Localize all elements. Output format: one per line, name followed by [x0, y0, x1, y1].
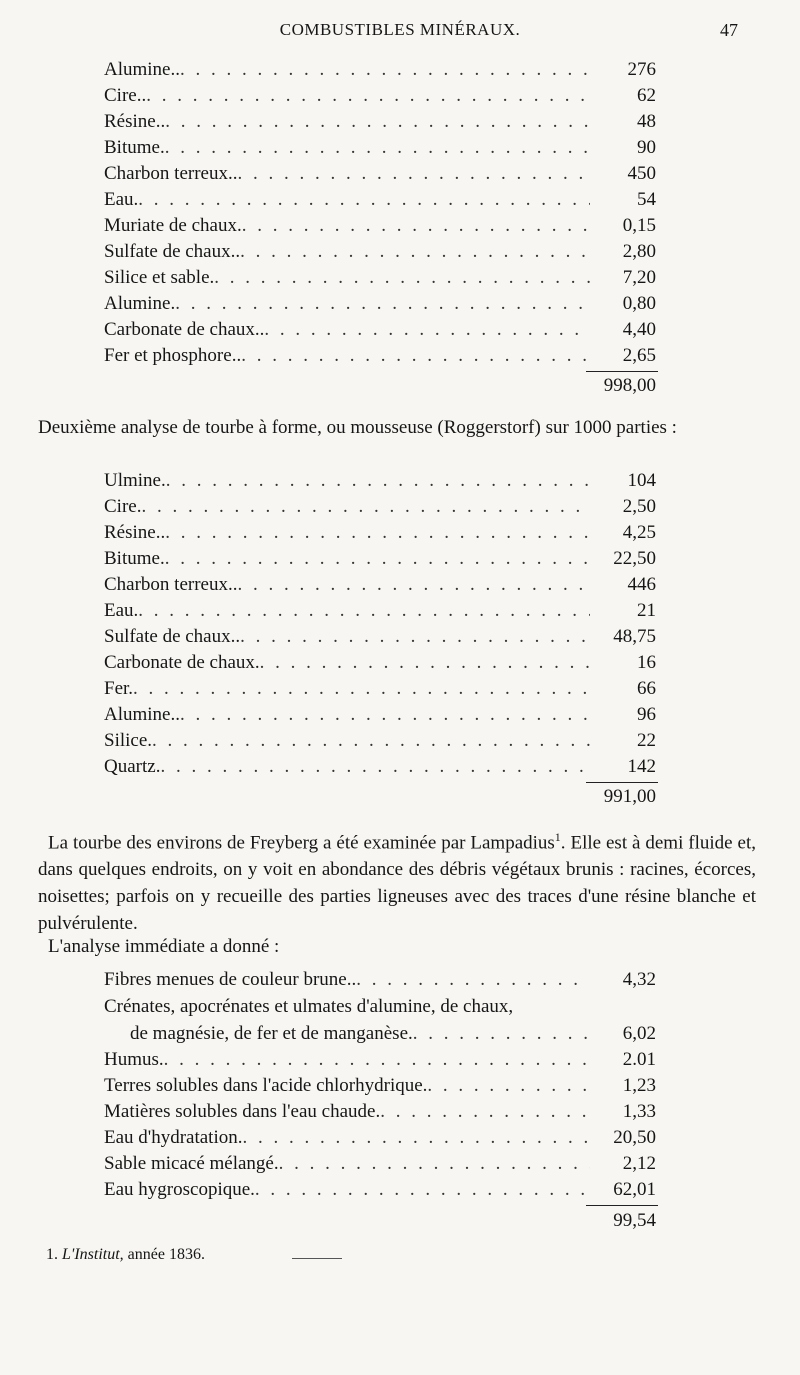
row-label: Crénates, apocrénates et ulmates d'alumine, de chaux, — [104, 996, 514, 1017]
leader-dots — [241, 343, 590, 369]
table-total — [104, 784, 656, 810]
leader-dots — [240, 239, 590, 265]
row-value: 4,32 — [622, 969, 656, 990]
leader-dots — [427, 1073, 590, 1099]
row-value: 62,01 — [613, 1179, 656, 1200]
leader-dots — [180, 57, 590, 83]
row-label: Fibres menues de couleur brune.. — [104, 969, 357, 990]
leader-dots — [180, 702, 590, 728]
leader-dots — [141, 494, 590, 520]
table-row — [130, 1021, 656, 1047]
footnote-rule — [292, 1258, 342, 1259]
sum-rule — [586, 371, 658, 372]
sum-rule — [586, 1205, 658, 1206]
row-value: 104 — [627, 470, 656, 491]
row-value — [590, 994, 656, 1020]
table-row — [104, 598, 656, 624]
leader-dots — [237, 161, 590, 187]
row-value: 142 — [627, 756, 656, 777]
row-value: 2.01 — [622, 1049, 656, 1070]
table-row — [104, 650, 656, 676]
leader-dots — [279, 1151, 590, 1177]
table-row — [104, 468, 656, 494]
row-label: Muriate de chaux. — [104, 215, 242, 236]
table-row — [104, 1177, 656, 1203]
row-value: 2,80 — [622, 241, 656, 262]
table-row — [104, 135, 656, 161]
table-row — [104, 291, 656, 317]
row-label: Terres solubles dans l'acide chlorhydrique. — [104, 1075, 428, 1096]
row-label: Carbonate de chaux. — [104, 652, 260, 673]
row-label: Sulfate de chaux.. — [104, 626, 241, 647]
footnote-number: 1. — [46, 1246, 58, 1263]
total-value: 991,00 — [603, 786, 656, 807]
leader-dots — [138, 187, 590, 213]
leader-dots — [152, 728, 590, 754]
row-label: Fer et phosphore.. — [104, 345, 242, 366]
row-value: 4,40 — [622, 319, 656, 340]
leader-dots — [237, 572, 590, 598]
row-value: 22 — [637, 730, 656, 751]
table-row — [104, 1073, 656, 1099]
row-label: Eau d'hydratation. — [104, 1127, 243, 1148]
row-value: 21 — [637, 600, 656, 621]
row-label: Sulfate de chaux.. — [104, 241, 241, 262]
leader-dots — [240, 624, 590, 650]
leader-dots — [165, 109, 590, 135]
leader-dots — [255, 1177, 590, 1203]
table-row — [104, 702, 656, 728]
row-value: 2,65 — [622, 345, 656, 366]
leader-dots — [165, 520, 590, 546]
row-label: Bitume. — [104, 548, 165, 569]
paragraph-text: L'analyse immédiate a donné : — [48, 936, 280, 957]
table-row — [104, 213, 656, 239]
table-row — [104, 343, 656, 369]
row-value: 62 — [637, 85, 656, 106]
row-value: 1,33 — [622, 1101, 656, 1122]
leader-dots — [243, 1125, 591, 1151]
sum-rule — [586, 782, 658, 783]
paragraph-text: La tourbe des environs de Freyberg a été examinée par Lampadius — [48, 832, 555, 854]
leader-dots — [264, 317, 590, 343]
row-label: Humus. — [104, 1049, 164, 1070]
row-label: Alumine. — [104, 293, 176, 314]
row-value: 48 — [637, 111, 656, 132]
row-value: 48,75 — [613, 626, 656, 647]
footnote-text: année 1836. — [127, 1246, 205, 1263]
row-label: Quartz. — [104, 756, 161, 777]
leader-dots — [138, 598, 590, 624]
row-value: 66 — [637, 678, 656, 699]
row-value: 20,50 — [613, 1127, 656, 1148]
table-row — [104, 494, 656, 520]
row-label: Matières solubles dans l'eau chaude. — [104, 1101, 381, 1122]
row-label: Alumine.. — [104, 59, 180, 80]
table-row — [104, 1151, 656, 1177]
table-row — [104, 1125, 656, 1151]
footnote — [46, 1246, 205, 1264]
table-total — [104, 1208, 656, 1234]
table-row — [104, 520, 656, 546]
table-row — [104, 546, 656, 572]
leader-dots — [165, 546, 590, 572]
table-total — [104, 373, 656, 399]
row-label: Bitume. — [104, 137, 165, 158]
table-row — [104, 83, 656, 109]
table-row — [104, 109, 656, 135]
table-row — [104, 624, 656, 650]
row-value: 90 — [637, 137, 656, 158]
row-value: 2,12 — [622, 1153, 656, 1174]
row-label: Silice. — [104, 730, 153, 751]
leader-dots — [166, 468, 590, 494]
row-label: Fer. — [104, 678, 134, 699]
row-label: Eau. — [104, 600, 139, 621]
table-row — [104, 317, 656, 343]
row-label: Cire.. — [104, 85, 147, 106]
row-label: Silice et sable. — [104, 267, 215, 288]
leader-dots — [133, 676, 590, 702]
row-value: 450 — [627, 163, 656, 184]
row-label: Cire. — [104, 496, 142, 517]
table-row — [104, 187, 656, 213]
paragraph — [38, 824, 756, 937]
row-label: Eau. — [104, 189, 139, 210]
leader-dots — [380, 1099, 590, 1125]
row-value: 0,15 — [622, 215, 656, 236]
table-row — [104, 754, 656, 780]
row-value: 16 — [637, 652, 656, 673]
row-value: 96 — [637, 704, 656, 725]
leader-dots — [165, 135, 590, 161]
leader-dots — [356, 967, 590, 993]
paragraph — [38, 414, 756, 441]
row-value: 0,80 — [622, 293, 656, 314]
page-number: 47 — [720, 20, 738, 40]
leader-dots — [214, 265, 590, 291]
leader-dots — [146, 83, 590, 109]
row-label: Charbon terreux.. — [104, 163, 238, 184]
table-row — [104, 728, 656, 754]
row-value: 276 — [627, 59, 656, 80]
header-title: COMBUSTIBLES MINÉRAUX. — [279, 20, 521, 39]
row-value: 2,50 — [622, 496, 656, 517]
leader-dots — [160, 754, 590, 780]
running-header — [0, 18, 800, 40]
leader-dots — [164, 1047, 590, 1073]
row-label: Carbonate de chaux.. — [104, 319, 265, 340]
row-value: 1,23 — [622, 1075, 656, 1096]
table-row — [104, 994, 656, 1020]
paragraph-text: Deuxième analyse de tourbe à forme, ou mousseuse (Roggerstorf) sur 1000 parties : — [38, 417, 677, 438]
table-row — [104, 57, 656, 83]
footnote-source: L'Institut, — [62, 1246, 124, 1263]
row-value: 6,02 — [622, 1023, 656, 1044]
row-label: Résine.. — [104, 522, 166, 543]
paragraph-text: . Elle est à demi fluide et, dans quelques endroits, on y voit en abondance des débris végétaux brunis : racines, écorces, noisettes; parfois on y recueille des parties ligneuses avec des traces d'une résine blanche et pulvérulente. — [38, 832, 756, 935]
row-value: 22,50 — [613, 548, 656, 569]
table-row — [104, 1047, 656, 1073]
leader-dots — [242, 213, 590, 239]
leader-dots — [175, 291, 590, 317]
row-label: Sable micacé mélangé. — [104, 1153, 279, 1174]
table-row — [104, 967, 656, 993]
paragraph — [38, 933, 756, 960]
table-row — [104, 161, 656, 187]
row-label: Alumine.. — [104, 704, 180, 725]
row-value: 54 — [637, 189, 656, 210]
row-label: Charbon terreux.. — [104, 574, 238, 595]
row-label: Résine.. — [104, 111, 166, 132]
total-value: 99,54 — [613, 1210, 656, 1231]
row-label: Eau hygroscopique. — [104, 1179, 255, 1200]
row-value: 4,25 — [622, 522, 656, 543]
footnote-ref: 1 — [554, 830, 561, 844]
table-row — [104, 239, 656, 265]
table-row — [104, 265, 656, 291]
table-row — [104, 572, 656, 598]
row-value: 7,20 — [622, 267, 656, 288]
row-label: de magnésie, de fer et de manganèse. — [130, 1023, 413, 1044]
total-value: 998,00 — [603, 375, 656, 396]
table-row — [104, 1099, 656, 1125]
row-label: Ulmine. — [104, 470, 166, 491]
row-value: 446 — [627, 574, 656, 595]
leader-dots — [260, 650, 590, 676]
leader-dots — [413, 1021, 590, 1047]
table-row — [104, 676, 656, 702]
